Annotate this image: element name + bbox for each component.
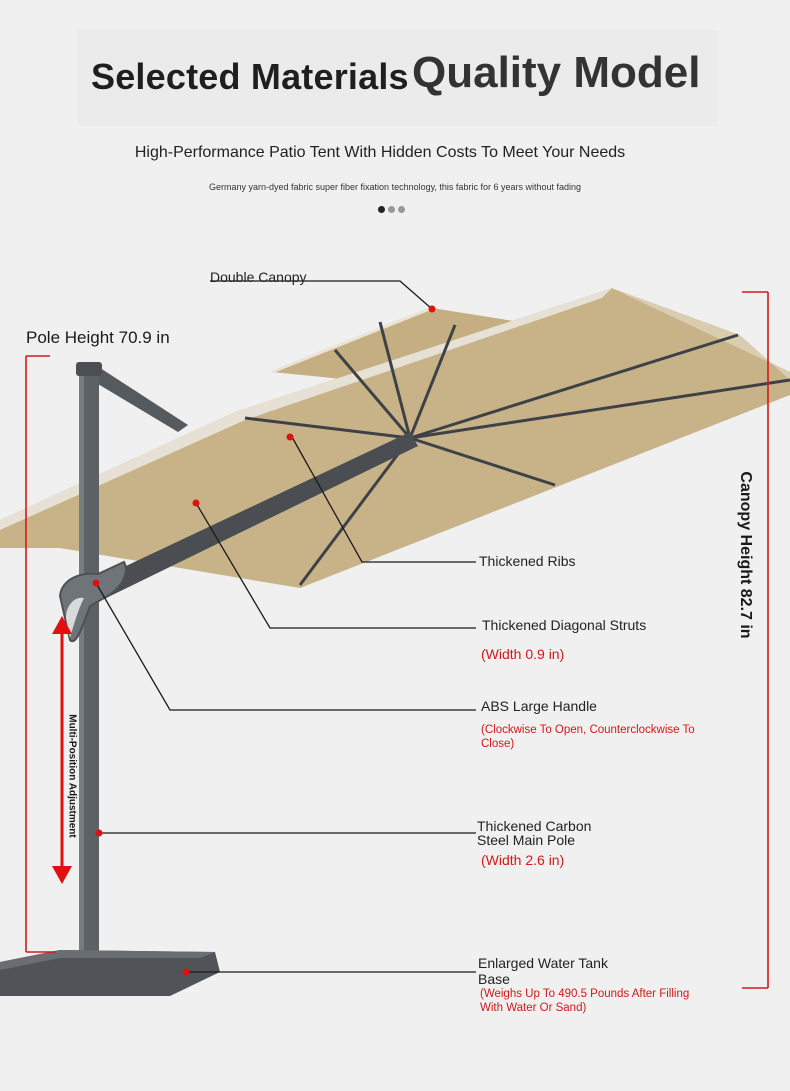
- canopy-height-label: Canopy Height 82.7 in: [737, 471, 754, 639]
- double-canopy-label: Double Canopy: [210, 269, 307, 285]
- handle-label: ABS Large Handle: [481, 698, 597, 714]
- struts-note: (Width 0.9 in): [481, 646, 565, 662]
- pole-label-line2: Steel Main Pole: [477, 832, 576, 848]
- pole-height-bracket: [26, 356, 56, 952]
- ribs-label: Thickened Ribs: [479, 553, 576, 569]
- pole-note: (Width 2.6 in): [481, 852, 565, 868]
- subtitle: High-Performance Patio Tent With Hidden Costs To Meet Your Needs: [134, 144, 626, 161]
- pole-height-label: Pole Height 70.9 in: [26, 328, 170, 347]
- base-label-line2: Base: [478, 971, 510, 987]
- tagline: Germany yarn-dyed fabric super fiber fixation technology, this fabric for 6 years without fading: [208, 182, 581, 192]
- base-note: (Weighs Up To 490.5 Pounds After Filling With Water Or Sand): [480, 988, 690, 1014]
- pole-label-line1: Thickened Carbon: [477, 818, 592, 834]
- title-prefix: Selected Materials: [91, 56, 409, 97]
- handle-note: (Clockwise To Open, Counterclockwise To Close): [481, 724, 695, 750]
- title-main: Quality Model: [412, 48, 701, 97]
- struts-label: Thickened Diagonal Struts: [482, 617, 647, 633]
- base-label-line1: Enlarged Water Tank: [478, 955, 608, 971]
- adjustment-label: Multi-Position Adjustment: [66, 714, 78, 838]
